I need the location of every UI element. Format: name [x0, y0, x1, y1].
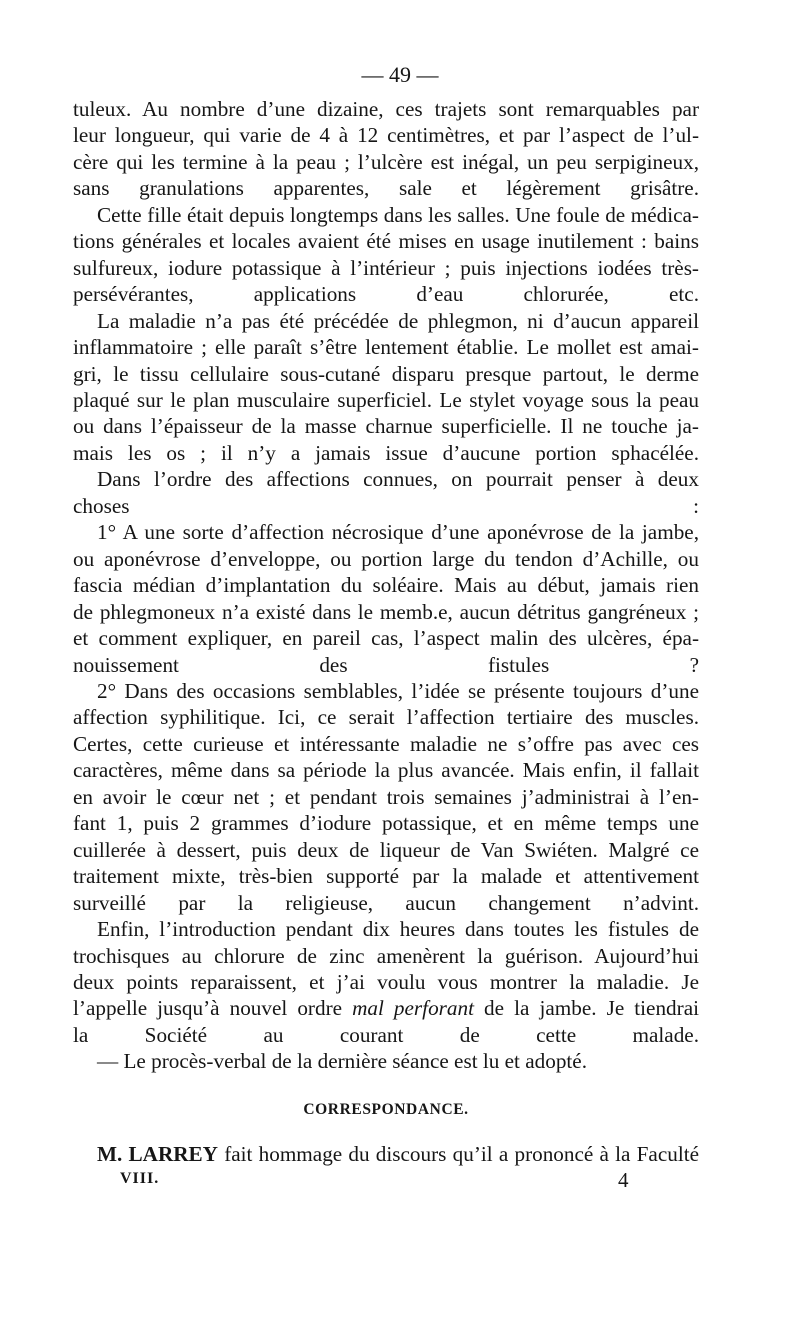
text-line: de phlegmoneux n’a existé dans le memb.e, aucun détritus gangréneux ; — [73, 599, 699, 624]
text-line: fant 1, puis 2 grammes d’iodure potassique, et en même temps une — [73, 811, 699, 836]
paragraph — [73, 466, 699, 519]
text-line: cère qui les termine à la peau ; l’ulcère est inégal, un peu serpigineux, — [73, 149, 699, 174]
paragraph — [73, 202, 699, 308]
text-line: choses : — [73, 493, 699, 518]
text-line: nouissement des fistules ? — [73, 652, 699, 677]
page-number: — 49 — — [361, 62, 439, 87]
text-line: mais les os ; il n’y a jamais issue d’aucune portion sphacélée. — [73, 440, 699, 465]
text-line: en avoir le cœur net ; et pendant trois semaines j’administrai à l’en- — [73, 784, 699, 809]
text-line: fait hommage du discours qu’il a prononcé à la Faculté — [217, 1142, 699, 1167]
text-line: 1° A une sorte d’affection nécrosique d’une aponévrose de la jambe, — [97, 520, 699, 545]
text-line: de la jambe. Je tiendrai — [473, 996, 699, 1021]
text-line: Enfin, l’introduction pendant dix heures dans toutes les fistules de — [97, 917, 699, 942]
text-line: gri, le tissu cellulaire sous-cutané disparu presque partout, le derme — [73, 361, 699, 386]
paragraph — [73, 519, 699, 678]
text-line: persévérantes, applications d’eau chlorurée, etc. — [73, 282, 699, 307]
text-line: cuillerée à dessert, puis deux de liqueur de Van Swiéten. Malgré ce — [73, 837, 699, 862]
italic-term: mal perforant — [352, 996, 474, 1021]
text-line: Certes, cette curieuse et intéressante maladie ne s’offre pas avec ces — [73, 731, 699, 756]
text-line: Cette fille était depuis longtemps dans les salles. Une foule de médica- — [97, 202, 699, 227]
text-line: ou aponévrose d’enveloppe, ou portion large du tendon d’Achille, ou — [73, 546, 699, 571]
final-paragraph — [73, 1141, 699, 1167]
text-line: inflammatoire ; elle paraît s’être lentement établie. Le mollet est amai- — [73, 335, 699, 360]
body-text — [73, 96, 699, 1168]
text-line: Dans l’ordre des affections connues, on pourrait penser à deux — [97, 467, 699, 492]
text-line: traitement mixte, très-bien supporté par la malade et attentivement — [73, 864, 699, 889]
paragraph — [73, 308, 699, 467]
gathering-signature: 4 — [618, 1168, 629, 1192]
text-line: sans granulations apparentes, sale et légèrement grisâtre. — [73, 176, 699, 201]
speaker-name: M. LARREY — [97, 1142, 218, 1167]
text-line: sulfureux, iodure potassique à l’intérieur ; puis injections iodées très- — [73, 255, 699, 280]
text-line: et comment expliquer, en pareil cas, l’aspect malin des ulcères, épa- — [73, 626, 699, 651]
minutes-note: — Le procès-verbal de la dernière séance est lu et adopté. — [97, 1049, 588, 1074]
text-line: fascia médian d’implantation du soléaire. Mais au début, jamais rien — [73, 573, 699, 598]
text-line: tuleux. Au nombre d’une dizaine, ces trajets sont remarquables par — [73, 97, 699, 121]
text-line: deux points reparaissent, et j’ai voulu vous montrer la maladie. Je — [73, 969, 699, 994]
paragraph — [73, 678, 699, 916]
text-line: caractères, même dans sa période la plus avancée. Mais enfin, il fallait — [73, 758, 699, 783]
section-heading: CORRESPONDANCE. — [303, 1100, 469, 1118]
text-line: tions générales et locales avaient été mises en usage inutilement : bains — [73, 229, 699, 254]
text-line: la Société au courant de cette malade. — [73, 1022, 699, 1047]
paragraph — [73, 916, 699, 1048]
volume-signature: VIII. — [120, 1170, 160, 1187]
text-line: 2° Dans des occasions semblables, l’idée se présente toujours d’une — [97, 678, 699, 703]
text-line: affection syphilitique. Ici, ce serait l’affection tertiaire des muscles. — [73, 705, 699, 730]
text-line: trochisques au chlorure de zinc amenèrent la guérison. Aujourd’hui — [73, 943, 699, 968]
text-line: ou dans l’épaisseur de la masse charnue superficielle. Il ne touche ja- — [73, 414, 699, 439]
text-line: leur longueur, qui varie de 4 à 12 centimètres, et par l’aspect de l’ul- — [73, 123, 699, 148]
text-line: plaqué sur le plan musculaire superficiel. Le stylet voyage sous la peau — [73, 387, 699, 412]
paragraph — [73, 96, 699, 202]
text-line: l’appelle jusqu’à nouvel ordre — [73, 996, 353, 1021]
text-line: La maladie n’a pas été précédée de phlegmon, ni d’aucun appareil — [97, 308, 699, 333]
text-line: surveillé par la religieuse, aucun changement n’advint. — [73, 890, 699, 915]
